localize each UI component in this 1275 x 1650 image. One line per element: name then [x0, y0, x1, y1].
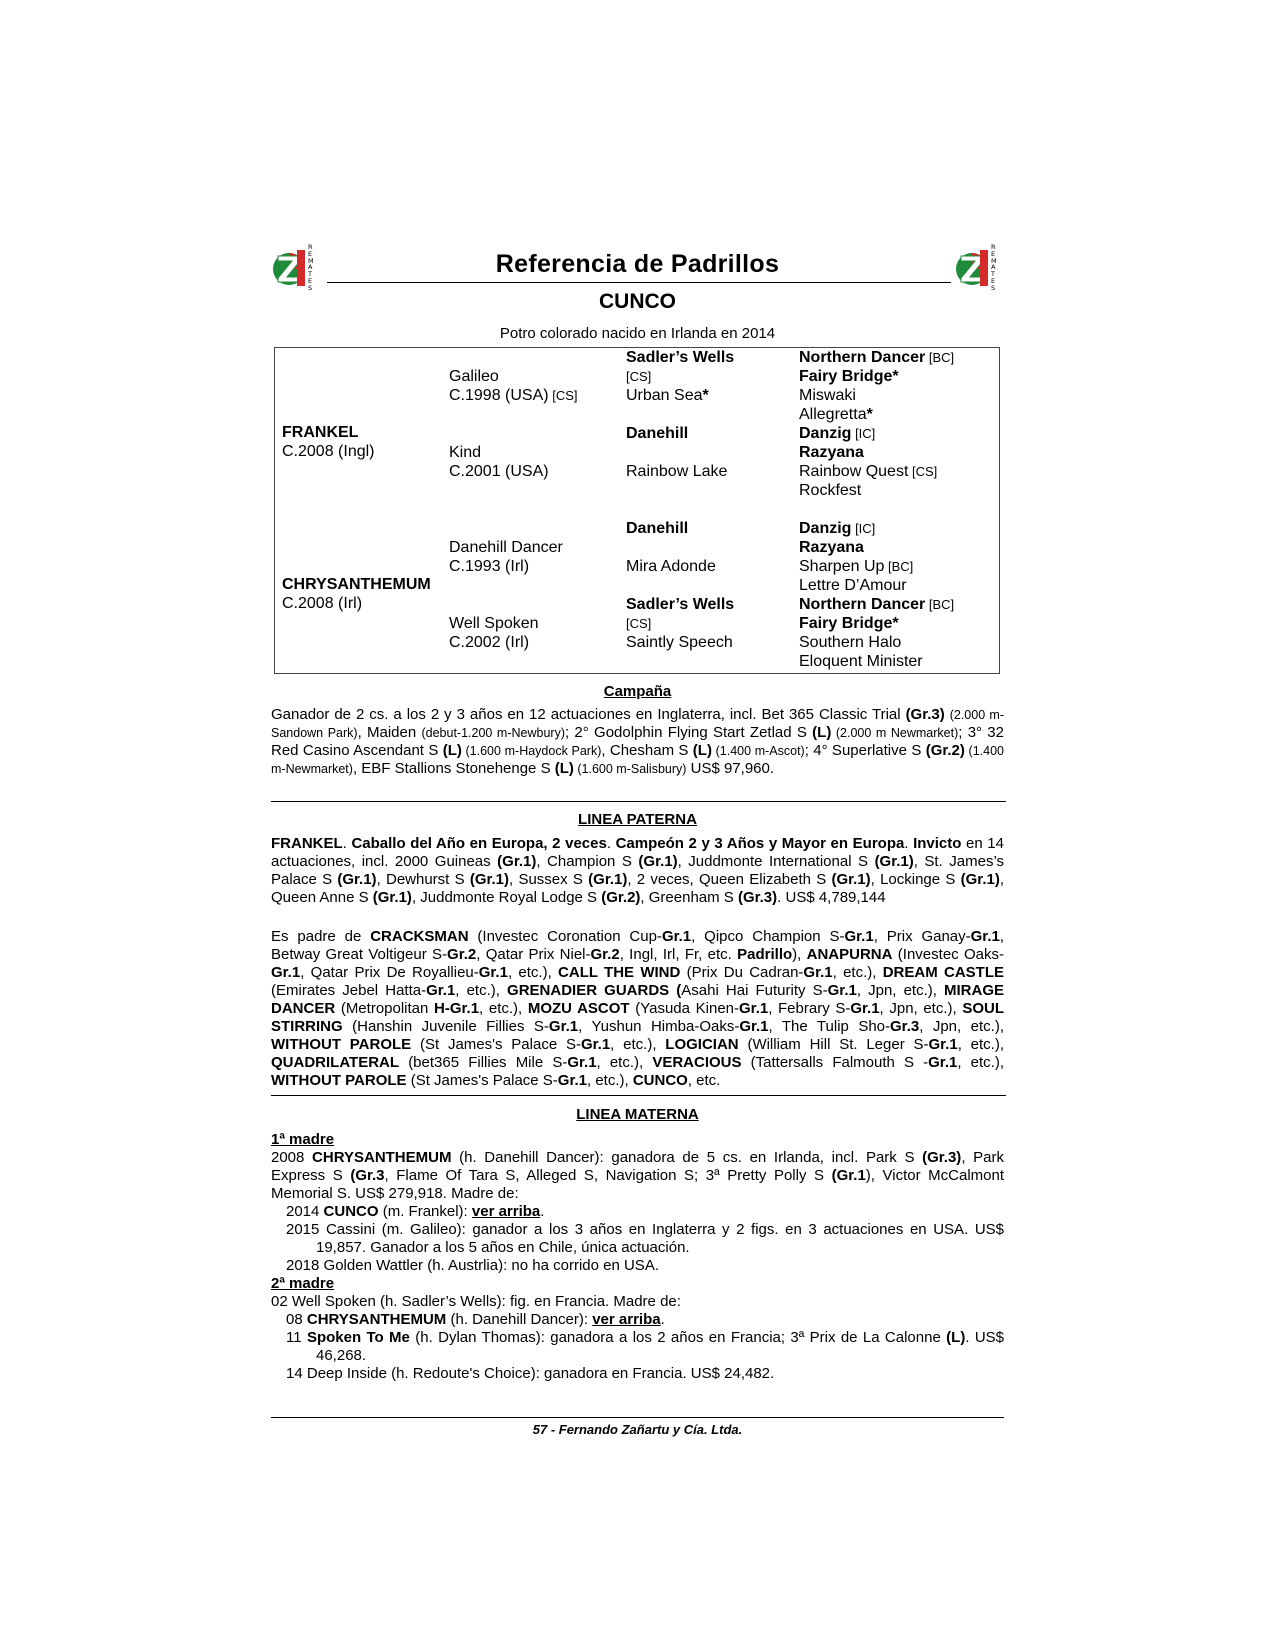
- g3-horse: Saintly Speech: [626, 634, 733, 651]
- g4-horse: Allegretta*: [799, 406, 873, 423]
- g4-horse: Northern Dancer [BC]: [799, 349, 955, 366]
- g3-horse: Danehill: [626, 425, 689, 442]
- footer-rule: [271, 1417, 1004, 1418]
- horse-name: CUNCO: [599, 290, 676, 313]
- g2-name: Well Spoken: [449, 615, 539, 632]
- dam-name: CHRYSANTHEMUM: [282, 576, 431, 593]
- footer-text: 57 - Fernando Zañartu y Cía. Ltda.: [532, 1422, 743, 1437]
- g2-info: C.2001 (USA): [449, 463, 549, 480]
- second-dam-text: 02 Well Spoken (h. Sadler’s Wells): fig. en Francia. Madre de:: [271, 1293, 681, 1310]
- g2-info: C.2002 (Irl): [449, 634, 530, 651]
- g3-horse: Mira Adonde: [626, 558, 716, 575]
- ver-arriba-link[interactable]: ver arriba: [471, 1203, 541, 1220]
- page-title: Referencia de Padrillos: [495, 250, 780, 278]
- g4-horse: Danzig [IC]: [799, 520, 876, 537]
- sire-name: FRANKEL: [282, 424, 359, 441]
- g4-horse: Lettre D’Amour: [799, 577, 907, 594]
- title-rule: [327, 282, 951, 283]
- paterna-title: LINEA PATERNA: [578, 811, 697, 828]
- pedigree-table: [274, 347, 1000, 674]
- paterna-offspring: Es padre de CRACKSMAN (Investec Coronation Cup-Gr.1, Qipco Champion S-Gr.1, Prix Ganay-Gr.1, Betway Great Voltigeur S-Gr.2, Qatar Prix Niel-Gr.2, Ingl, Irl, Fr, etc. Padrillo), ANAPURNA (Investec Oaks-Gr.1, Qatar Prix De Royallieu-Gr.1, etc.), CALL THE WIND (Prix Du Cadran-Gr.1, etc.), DREAM CASTLE (Emirates Jebel Hatta-Gr.1, etc.), GRENADIER GUARDS (Asahi Hai Futurity S-Gr.1, Jpn, etc.), MIRAGE DANCER (Metropolitan H-Gr.1, etc.), MOZU ASCOT (Yasuda Kinen-Gr.1, Febrary S-Gr.1, Jpn, etc.), SOUL STIRRING (Hanshin Juvenile Fillies S-Gr.1, Yushun Himba-Oaks-Gr.1, The Tulip Sho-Gr.3, Jpn, etc.), WITHOUT PAROLE (St James's Palace S-Gr.1, etc.), LOGICIAN (William Hill St. Leger S-Gr.1, etc.), QUADRILATERAL (bet365 Fillies Mile S-Gr.1, etc.), VERACIOUS (Tattersalls Falmouth S -Gr.1, etc.), WITHOUT PAROLE (St James's Palace S-Gr.1, etc.), CUNCO, etc.: [271, 928, 1005, 1089]
- g4-horse: Miswaki: [799, 387, 856, 404]
- g4-horse: Fairy Bridge*: [799, 615, 899, 632]
- g3-horse: Sadler’s Wells: [626, 596, 735, 613]
- g2-info: C.1993 (Irl): [449, 558, 530, 575]
- paterna-record: FRANKEL. Caballo del Año en Europa, 2 veces. Campeón 2 y 3 Años y Mayor en Europa. Invicto en 14 actuaciones, incl. 2000 Guineas (Gr.1), Champion S (Gr.1), Juddmonte International S (Gr.1), St. James’s Palace S (Gr.1), Dewhurst S (Gr.1), Sussex S (Gr.1), 2 veces, Queen Elizabeth S (Gr.1), Lockinge S (Gr.1), Queen Anne S (Gr.1), Juddmonte Royal Lodge S (Gr.2), Greenham S (Gr.3). US$ 4,789,144: [271, 835, 1005, 906]
- dam-info: C.2008 (Irl): [282, 595, 363, 612]
- second-dam-title: 2ª madre: [271, 1275, 335, 1292]
- produce-entry: 2015 Cassini (m. Galileo): ganador a los 3 años en Inglaterra y 2 figs. en 3 actuaciones en USA. US$ 19,857. Ganador a los 5 años en Chile, única actuación.: [286, 1221, 1004, 1256]
- produce-entry: 11 Spoken To Me (h. Dylan Thomas): ganadora a los 2 años en Francia; 3ª Prix de La Calonne (L). US$ 46,268.: [286, 1329, 1005, 1364]
- g4-horse: Northern Dancer [BC]: [799, 596, 955, 613]
- first-dam-title: 1ª madre: [271, 1131, 335, 1148]
- g4-horse: Sharpen Up [BC]: [799, 558, 914, 575]
- g4-horse: Southern Halo: [799, 634, 902, 651]
- g4-horse: Razyana: [799, 444, 864, 461]
- g4-horse: Rainbow Quest [CS]: [799, 463, 938, 480]
- g4-horse: Danzig [IC]: [799, 425, 876, 442]
- g3-tag: [CS]: [626, 369, 652, 384]
- campana-text: Ganador de 2 cs. a los 2 y 3 años en 12 actuaciones en Inglaterra, incl. Bet 365 Classic Trial (Gr.3) (2.000 m-Sandown Park), Maiden (debut-1.200 m-Newbury); 2° Godolphin Flying Start Zetlad S (L) (2.000 m Newmarket); 3° 32 Red Casino Ascendant S (L) (1.600 m-Haydock Park), Chesham S (L) (1.400 m-Ascot); 4° Superlative S (Gr.2) (1.400 m-Newmarket), EBF Stallions Stonehenge S (L) (1.600 m-Salisbury) US$ 97,960.: [271, 706, 1005, 777]
- g3-horse: Rainbow Lake: [626, 463, 728, 480]
- section-divider: [271, 1095, 1006, 1096]
- produce-entry: 08 CHRYSANTHEMUM (h. Danehill Dancer): ver arriba.: [286, 1311, 665, 1328]
- produce-entry: 14 Deep Inside (h. Redoute's Choice): ganadora en Francia. US$ 24,482.: [286, 1365, 775, 1382]
- g4-horse: Razyana: [799, 539, 864, 556]
- campana-title: Campaña: [603, 683, 672, 700]
- ver-arriba-link[interactable]: ver arriba: [592, 1311, 661, 1328]
- horse-description: Potro colorado nacido en Irlanda en 2014: [499, 325, 776, 342]
- g2-name: Kind: [449, 444, 482, 461]
- materna-title: LINEA MATERNA: [576, 1106, 699, 1123]
- g3-horse: Sadler’s Wells: [626, 349, 735, 366]
- g4-horse: Rockfest: [799, 482, 862, 499]
- first-dam-produce: [271, 1203, 1004, 1275]
- first-dam-text: 2008 CHRYSANTHEMUM (h. Danehill Dancer): ganadora de 5 cs. en Irlanda, incl. Park S (Gr.3), Park Express S (Gr.3, Flame Of Tara S, Alleged S, Navigation S; 3ª Pretty Polly S (Gr.1), Victor McCalmont Memorial S. US$ 279,918. Madre de:: [271, 1149, 1005, 1202]
- sire-info: C.2008 (Ingl): [282, 443, 375, 460]
- g4-horse: Eloquent Minister: [799, 653, 923, 670]
- logo-letters: REMATES: [308, 243, 314, 292]
- g2-info: C.1998 (USA) [CS]: [449, 387, 578, 404]
- produce-entry: 2018 Golden Wattler (h. Austrlia): no ha corrido en USA.: [286, 1257, 659, 1274]
- g4-horse: Fairy Bridge*: [799, 368, 899, 385]
- produce-entry: 2014 CUNCO (m. Frankel): ver arriba.: [286, 1203, 545, 1220]
- materna-body: [271, 1131, 1004, 1383]
- g2-name: Galileo: [449, 368, 499, 385]
- g2-name: Danehill Dancer: [449, 539, 563, 556]
- g3-horse: Urban Sea*: [626, 387, 709, 404]
- g3-tag: [CS]: [626, 616, 652, 631]
- logo-letters: REMATES: [991, 243, 997, 292]
- second-dam-produce: [271, 1311, 1004, 1383]
- section-divider: [271, 801, 1006, 802]
- g3-horse: Danehill: [626, 520, 689, 537]
